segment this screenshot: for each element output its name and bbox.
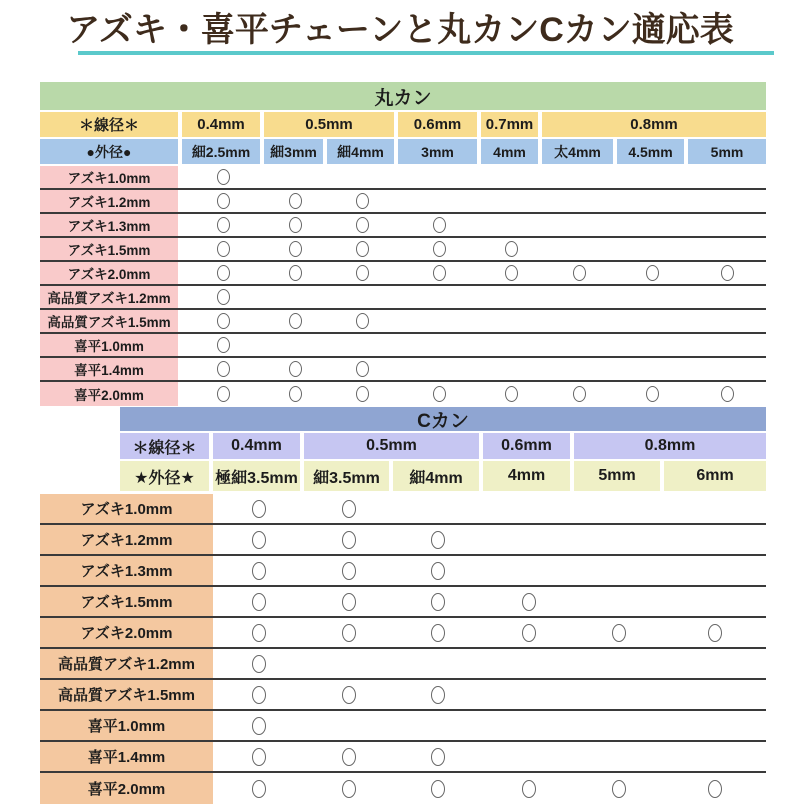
compatibility-circle-mark <box>342 593 356 611</box>
compatibility-circle-mark <box>433 265 446 281</box>
maru-kan-cell-喜平1.4mm-太4mm <box>542 358 617 380</box>
c-kan-cell-高品質アズキ1.2mm-4mm <box>483 649 574 678</box>
maru-kan-cell-アズキ1.5mm-4.5mm <box>617 238 688 260</box>
compatibility-circle-mark <box>356 313 369 329</box>
page-title: アズキ・喜平チェーンと丸カンCカン適応表 <box>66 11 734 49</box>
compatibility-circle-mark <box>217 217 230 233</box>
maru-kan-cell-アズキ1.3mm-太4mm <box>542 214 617 236</box>
title-underline <box>78 51 774 55</box>
maru-kan-cell-高品質アズキ1.2mm-細3mm <box>264 286 327 308</box>
c-kan-cell-アズキ1.2mm-6mm <box>664 525 766 554</box>
compatibility-circle-mark <box>342 686 356 704</box>
maru-kan-row-喜平1.0mm <box>40 334 766 358</box>
c-kan-cell-喜平1.0mm-極細3.5mm <box>213 711 304 740</box>
maru-kan-cell-喜平2.0mm-5mm <box>688 382 766 406</box>
maru-kan-cell-高品質アズキ1.5mm-細4mm <box>327 310 398 332</box>
maru-kan-cell-喜平1.4mm-細4mm <box>327 358 398 380</box>
compatibility-circle-mark <box>342 531 356 549</box>
maru-kan-cell-アズキ1.2mm-細2.5mm <box>182 190 264 212</box>
compatibility-circle-mark <box>252 500 266 518</box>
compatibility-circle-mark <box>217 313 230 329</box>
maru-kan-cell-喜平2.0mm-細2.5mm <box>182 382 264 406</box>
maru-kan-row-label: 高品質アズキ1.2mm <box>40 286 182 308</box>
c-kan-cell-アズキ1.3mm-5mm <box>574 556 664 585</box>
maru-kan-row-label: アズキ1.0mm <box>40 166 182 188</box>
compatibility-circle-mark <box>356 265 369 281</box>
c-kan-row-label: 喜平1.0mm <box>40 711 213 740</box>
compatibility-circle-mark <box>708 780 722 798</box>
compatibility-circle-mark <box>433 217 446 233</box>
compatibility-circle-mark <box>708 624 722 642</box>
maru-kan-cell-喜平2.0mm-細4mm <box>327 382 398 406</box>
maru-kan-row-喜平1.4mm <box>40 358 766 382</box>
c-kan-row-label: 高品質アズキ1.5mm <box>40 680 213 709</box>
page-title-wrap <box>0 10 800 55</box>
maru-kan-table-body <box>40 166 766 406</box>
compatibility-circle-mark <box>356 217 369 233</box>
compatibility-circle-mark <box>646 386 659 402</box>
c-kan-row-アズキ1.2mm <box>40 525 766 556</box>
maru-kan-cell-高品質アズキ1.5mm-太4mm <box>542 310 617 332</box>
compatibility-circle-mark <box>431 593 445 611</box>
maru-kan-outer-col-4.5mm: 4.5mm <box>617 139 688 164</box>
c-kan-row-喜平1.0mm <box>40 711 766 742</box>
compatibility-circle-mark <box>573 265 586 281</box>
compatibility-circle-mark <box>342 748 356 766</box>
compatibility-circle-mark <box>217 361 230 377</box>
maru-kan-outer-diameter-label: ●外径● <box>40 139 182 164</box>
c-kan-cell-高品質アズキ1.5mm-6mm <box>664 680 766 709</box>
maru-kan-cell-アズキ2.0mm-4mm <box>481 262 542 284</box>
maru-kan-cell-アズキ1.0mm-3mm <box>398 166 481 188</box>
compatibility-circle-mark <box>612 780 626 798</box>
c-kan-table-body <box>40 494 766 804</box>
compatibility-circle-mark <box>522 780 536 798</box>
maru-kan-cell-アズキ2.0mm-細4mm <box>327 262 398 284</box>
c-kan-cell-高品質アズキ1.2mm-6mm <box>664 649 766 678</box>
compatibility-circle-mark <box>289 386 302 402</box>
compatibility-circle-mark <box>289 193 302 209</box>
c-kan-outer-col-5mm: 5mm <box>574 461 664 491</box>
c-kan-cell-アズキ1.2mm-極細3.5mm <box>213 525 304 554</box>
c-kan-cell-アズキ1.2mm-細4mm <box>393 525 483 554</box>
maru-kan-cell-喜平1.0mm-4mm <box>481 334 542 356</box>
c-kan-cell-喜平2.0mm-6mm <box>664 773 766 804</box>
compatibility-circle-mark <box>646 265 659 281</box>
c-kan-cell-アズキ1.5mm-6mm <box>664 587 766 616</box>
maru-kan-cell-アズキ1.5mm-5mm <box>688 238 766 260</box>
maru-kan-row-label: アズキ2.0mm <box>40 262 182 284</box>
compatibility-circle-mark <box>342 562 356 580</box>
maru-kan-row-label: 喜平1.0mm <box>40 334 182 356</box>
compatibility-circle-mark <box>252 780 266 798</box>
c-kan-cell-アズキ1.2mm-4mm <box>483 525 574 554</box>
compatibility-circle-mark <box>522 624 536 642</box>
maru-kan-wire-diameter-row <box>40 112 766 137</box>
compatibility-circle-mark <box>356 361 369 377</box>
compatibility-circle-mark <box>342 780 356 798</box>
c-kan-row-label: アズキ1.2mm <box>40 525 213 554</box>
compatibility-circle-mark <box>252 655 266 673</box>
maru-kan-cell-アズキ1.0mm-細2.5mm <box>182 166 264 188</box>
c-kan-outer-diameter-row <box>120 461 766 491</box>
c-kan-row-label: アズキ2.0mm <box>40 618 213 647</box>
maru-kan-cell-アズキ1.5mm-4mm <box>481 238 542 260</box>
c-kan-outer-col-極細3.5mm: 極細3.5mm <box>213 461 304 491</box>
c-kan-cell-アズキ1.3mm-6mm <box>664 556 766 585</box>
maru-kan-outer-col-3mm: 3mm <box>398 139 481 164</box>
maru-kan-cell-アズキ2.0mm-4.5mm <box>617 262 688 284</box>
maru-kan-cell-喜平2.0mm-細3mm <box>264 382 327 406</box>
c-kan-row-高品質アズキ1.5mm <box>40 680 766 711</box>
c-kan-cell-アズキ1.3mm-細3.5mm <box>304 556 393 585</box>
maru-kan-row-高品質アズキ1.5mm <box>40 310 766 334</box>
maru-kan-cell-アズキ1.5mm-細3mm <box>264 238 327 260</box>
compatibility-circle-mark <box>289 217 302 233</box>
c-kan-cell-アズキ1.0mm-細3.5mm <box>304 494 393 523</box>
maru-kan-cell-アズキ1.2mm-4.5mm <box>617 190 688 212</box>
compatibility-circle-mark <box>505 241 518 257</box>
maru-kan-row-アズキ1.3mm <box>40 214 766 238</box>
maru-kan-cell-アズキ1.0mm-細3mm <box>264 166 327 188</box>
compatibility-circle-mark <box>522 593 536 611</box>
maru-kan-cell-アズキ1.3mm-細2.5mm <box>182 214 264 236</box>
compatibility-circle-mark <box>356 241 369 257</box>
maru-kan-row-アズキ1.0mm <box>40 166 766 190</box>
c-kan-cell-高品質アズキ1.2mm-細4mm <box>393 649 483 678</box>
maru-kan-outer-col-細4mm: 細4mm <box>327 139 398 164</box>
maru-kan-cell-高品質アズキ1.5mm-細2.5mm <box>182 310 264 332</box>
c-kan-cell-高品質アズキ1.5mm-極細3.5mm <box>213 680 304 709</box>
c-kan-cell-喜平1.0mm-4mm <box>483 711 574 740</box>
maru-kan-cell-喜平1.0mm-細3mm <box>264 334 327 356</box>
maru-kan-wire-group-0.4mm: 0.4mm <box>182 112 264 137</box>
compatibility-circle-mark <box>252 686 266 704</box>
maru-kan-row-高品質アズキ1.2mm <box>40 286 766 310</box>
maru-kan-cell-アズキ1.2mm-4mm <box>481 190 542 212</box>
c-kan-cell-喜平2.0mm-4mm <box>483 773 574 804</box>
compatibility-circle-mark <box>252 748 266 766</box>
maru-kan-wire-group-0.5mm: 0.5mm <box>264 112 398 137</box>
compatibility-circle-mark <box>217 193 230 209</box>
c-kan-wire-group-0.8mm: 0.8mm <box>574 433 766 459</box>
maru-kan-row-アズキ1.5mm <box>40 238 766 262</box>
maru-kan-row-アズキ2.0mm <box>40 262 766 286</box>
c-kan-cell-アズキ1.5mm-4mm <box>483 587 574 616</box>
c-kan-row-高品質アズキ1.2mm <box>40 649 766 680</box>
maru-kan-outer-col-細3mm: 細3mm <box>264 139 327 164</box>
c-kan-table-header: Cカン <box>120 407 766 431</box>
maru-kan-cell-高品質アズキ1.2mm-細2.5mm <box>182 286 264 308</box>
maru-kan-cell-アズキ1.0mm-5mm <box>688 166 766 188</box>
c-kan-row-喜平2.0mm <box>40 773 766 804</box>
c-kan-cell-アズキ1.2mm-5mm <box>574 525 664 554</box>
c-kan-cell-アズキ1.5mm-細3.5mm <box>304 587 393 616</box>
c-kan-table <box>40 407 766 804</box>
c-kan-cell-アズキ1.0mm-4mm <box>483 494 574 523</box>
maru-kan-cell-アズキ1.5mm-太4mm <box>542 238 617 260</box>
maru-kan-cell-喜平1.0mm-5mm <box>688 334 766 356</box>
maru-kan-cell-喜平1.4mm-細2.5mm <box>182 358 264 380</box>
compatibility-circle-mark <box>252 624 266 642</box>
c-kan-cell-喜平1.0mm-細3.5mm <box>304 711 393 740</box>
maru-kan-outer-col-5mm: 5mm <box>688 139 766 164</box>
c-kan-cell-アズキ2.0mm-細3.5mm <box>304 618 393 647</box>
maru-kan-cell-高品質アズキ1.5mm-5mm <box>688 310 766 332</box>
maru-kan-cell-高品質アズキ1.2mm-4mm <box>481 286 542 308</box>
maru-kan-outer-col-太4mm: 太4mm <box>542 139 617 164</box>
maru-kan-cell-アズキ2.0mm-太4mm <box>542 262 617 284</box>
maru-kan-cell-喜平1.4mm-細3mm <box>264 358 327 380</box>
maru-kan-cell-アズキ2.0mm-細3mm <box>264 262 327 284</box>
maru-kan-cell-アズキ1.3mm-4.5mm <box>617 214 688 236</box>
c-kan-cell-アズキ1.0mm-5mm <box>574 494 664 523</box>
compatibility-circle-mark <box>217 241 230 257</box>
c-kan-row-label: アズキ1.5mm <box>40 587 213 616</box>
c-kan-cell-アズキ1.0mm-6mm <box>664 494 766 523</box>
c-kan-cell-アズキ1.3mm-極細3.5mm <box>213 556 304 585</box>
c-kan-cell-喜平1.0mm-細4mm <box>393 711 483 740</box>
c-kan-cell-喜平2.0mm-5mm <box>574 773 664 804</box>
maru-kan-cell-アズキ1.5mm-細4mm <box>327 238 398 260</box>
maru-kan-cell-アズキ1.0mm-4.5mm <box>617 166 688 188</box>
compatibility-circle-mark <box>431 780 445 798</box>
c-kan-cell-喜平2.0mm-細4mm <box>393 773 483 804</box>
maru-kan-row-label: 喜平2.0mm <box>40 382 182 406</box>
c-kan-cell-アズキ2.0mm-6mm <box>664 618 766 647</box>
maru-kan-cell-アズキ1.2mm-5mm <box>688 190 766 212</box>
compatibility-circle-mark <box>431 624 445 642</box>
maru-kan-wire-diameter-label: ＊線径＊ <box>40 112 182 137</box>
c-kan-row-label: アズキ1.3mm <box>40 556 213 585</box>
maru-kan-cell-アズキ1.0mm-太4mm <box>542 166 617 188</box>
c-kan-row-label: 喜平2.0mm <box>40 773 213 804</box>
compatibility-circle-mark <box>252 562 266 580</box>
compatibility-circle-mark <box>431 686 445 704</box>
compatibility-circle-mark <box>217 265 230 281</box>
c-kan-cell-アズキ1.3mm-細4mm <box>393 556 483 585</box>
maru-kan-row-label: アズキ1.5mm <box>40 238 182 260</box>
maru-kan-row-label: 喜平1.4mm <box>40 358 182 380</box>
maru-kan-row-アズキ1.2mm <box>40 190 766 214</box>
compatibility-circle-mark <box>431 748 445 766</box>
c-kan-wire-diameter-label: ＊線径＊ <box>120 433 213 459</box>
c-kan-cell-アズキ1.0mm-極細3.5mm <box>213 494 304 523</box>
maru-kan-cell-アズキ1.2mm-太4mm <box>542 190 617 212</box>
compatibility-circle-mark <box>433 386 446 402</box>
maru-kan-cell-高品質アズキ1.5mm-3mm <box>398 310 481 332</box>
maru-kan-cell-喜平1.0mm-細2.5mm <box>182 334 264 356</box>
c-kan-cell-高品質アズキ1.2mm-極細3.5mm <box>213 649 304 678</box>
compatibility-circle-mark <box>217 386 230 402</box>
maru-kan-cell-高品質アズキ1.5mm-4.5mm <box>617 310 688 332</box>
maru-kan-cell-アズキ1.3mm-5mm <box>688 214 766 236</box>
c-kan-wire-group-0.6mm: 0.6mm <box>483 433 574 459</box>
c-kan-cell-高品質アズキ1.2mm-細3.5mm <box>304 649 393 678</box>
maru-kan-cell-アズキ1.5mm-細2.5mm <box>182 238 264 260</box>
c-kan-cell-アズキ1.0mm-細4mm <box>393 494 483 523</box>
maru-kan-cell-アズキ2.0mm-細2.5mm <box>182 262 264 284</box>
c-kan-outer-col-6mm: 6mm <box>664 461 766 491</box>
c-kan-row-アズキ1.5mm <box>40 587 766 618</box>
maru-kan-cell-喜平2.0mm-太4mm <box>542 382 617 406</box>
maru-kan-cell-喜平2.0mm-4.5mm <box>617 382 688 406</box>
c-kan-cell-アズキ1.3mm-4mm <box>483 556 574 585</box>
c-kan-cell-高品質アズキ1.2mm-5mm <box>574 649 664 678</box>
c-kan-row-喜平1.4mm <box>40 742 766 773</box>
compatibility-circle-mark <box>217 289 230 305</box>
c-kan-row-アズキ1.3mm <box>40 556 766 587</box>
compatibility-circle-mark <box>252 531 266 549</box>
c-kan-cell-喜平1.4mm-5mm <box>574 742 664 771</box>
compatibility-circle-mark <box>431 531 445 549</box>
maru-kan-cell-喜平1.0mm-細4mm <box>327 334 398 356</box>
c-kan-cell-高品質アズキ1.5mm-細3.5mm <box>304 680 393 709</box>
compatibility-circle-mark <box>252 593 266 611</box>
maru-kan-outer-col-4mm: 4mm <box>481 139 542 164</box>
c-kan-cell-アズキ1.2mm-細3.5mm <box>304 525 393 554</box>
c-kan-cell-喜平2.0mm-極細3.5mm <box>213 773 304 804</box>
c-kan-wire-group-0.4mm: 0.4mm <box>213 433 304 459</box>
maru-kan-row-label: アズキ1.3mm <box>40 214 182 236</box>
compatibility-circle-mark <box>289 361 302 377</box>
compatibility-circle-mark <box>342 500 356 518</box>
c-kan-cell-喜平2.0mm-細3.5mm <box>304 773 393 804</box>
maru-kan-cell-アズキ1.3mm-細3mm <box>264 214 327 236</box>
compatibility-circle-mark <box>573 386 586 402</box>
maru-kan-cell-アズキ1.0mm-4mm <box>481 166 542 188</box>
c-kan-cell-喜平1.4mm-細3.5mm <box>304 742 393 771</box>
compatibility-circle-mark <box>356 193 369 209</box>
c-kan-cell-アズキ2.0mm-細4mm <box>393 618 483 647</box>
maru-kan-cell-喜平1.4mm-3mm <box>398 358 481 380</box>
maru-kan-cell-アズキ1.3mm-3mm <box>398 214 481 236</box>
c-kan-row-アズキ2.0mm <box>40 618 766 649</box>
maru-kan-cell-高品質アズキ1.2mm-5mm <box>688 286 766 308</box>
c-kan-outer-col-4mm: 4mm <box>483 461 574 491</box>
compatibility-circle-mark <box>289 265 302 281</box>
c-kan-cell-喜平1.4mm-細4mm <box>393 742 483 771</box>
compatibility-circle-mark <box>217 169 230 185</box>
maru-kan-cell-喜平1.4mm-4mm <box>481 358 542 380</box>
maru-kan-cell-アズキ1.2mm-3mm <box>398 190 481 212</box>
c-kan-cell-アズキ1.5mm-細4mm <box>393 587 483 616</box>
c-kan-cell-高品質アズキ1.5mm-細4mm <box>393 680 483 709</box>
c-kan-cell-喜平1.0mm-5mm <box>574 711 664 740</box>
compatibility-circle-mark <box>342 624 356 642</box>
maru-kan-cell-高品質アズキ1.2mm-3mm <box>398 286 481 308</box>
c-kan-cell-高品質アズキ1.5mm-4mm <box>483 680 574 709</box>
maru-kan-cell-高品質アズキ1.5mm-細3mm <box>264 310 327 332</box>
maru-kan-row-喜平2.0mm <box>40 382 766 406</box>
c-kan-outer-col-細4mm: 細4mm <box>393 461 483 491</box>
c-kan-cell-喜平1.4mm-4mm <box>483 742 574 771</box>
c-kan-cell-喜平1.4mm-極細3.5mm <box>213 742 304 771</box>
c-kan-cell-アズキ2.0mm-極細3.5mm <box>213 618 304 647</box>
c-kan-outer-diameter-label: ★外径★ <box>120 461 213 491</box>
maru-kan-cell-喜平2.0mm-4mm <box>481 382 542 406</box>
c-kan-outer-col-細3.5mm: 細3.5mm <box>304 461 393 491</box>
compatibility-circle-mark <box>721 386 734 402</box>
maru-kan-outer-diameter-row <box>40 139 766 164</box>
compatibility-circle-mark <box>289 313 302 329</box>
maru-kan-cell-高品質アズキ1.2mm-細4mm <box>327 286 398 308</box>
c-kan-wire-group-0.5mm: 0.5mm <box>304 433 483 459</box>
c-kan-wire-diameter-row <box>120 433 766 459</box>
maru-kan-cell-喜平1.4mm-5mm <box>688 358 766 380</box>
maru-kan-cell-アズキ2.0mm-3mm <box>398 262 481 284</box>
maru-kan-cell-高品質アズキ1.2mm-4.5mm <box>617 286 688 308</box>
c-kan-row-label: 喜平1.4mm <box>40 742 213 771</box>
maru-kan-outer-col-細2.5mm: 細2.5mm <box>182 139 264 164</box>
maru-kan-row-label: アズキ1.2mm <box>40 190 182 212</box>
maru-kan-cell-アズキ1.0mm-細4mm <box>327 166 398 188</box>
maru-kan-cell-アズキ1.2mm-細4mm <box>327 190 398 212</box>
compatibility-circle-mark <box>356 386 369 402</box>
maru-kan-cell-喜平1.0mm-太4mm <box>542 334 617 356</box>
c-kan-row-label: 高品質アズキ1.2mm <box>40 649 213 678</box>
maru-kan-cell-アズキ1.3mm-細4mm <box>327 214 398 236</box>
c-kan-cell-アズキ2.0mm-4mm <box>483 618 574 647</box>
maru-kan-cell-高品質アズキ1.5mm-4mm <box>481 310 542 332</box>
compatibility-circle-mark <box>252 717 266 735</box>
compatibility-circle-mark <box>612 624 626 642</box>
compatibility-circle-mark <box>505 265 518 281</box>
maru-kan-wire-group-0.8mm: 0.8mm <box>542 112 766 137</box>
maru-kan-cell-高品質アズキ1.2mm-太4mm <box>542 286 617 308</box>
maru-kan-cell-アズキ1.2mm-細3mm <box>264 190 327 212</box>
compatibility-circle-mark <box>433 241 446 257</box>
maru-kan-cell-喜平1.4mm-4.5mm <box>617 358 688 380</box>
compatibility-circle-mark <box>289 241 302 257</box>
c-kan-cell-高品質アズキ1.5mm-5mm <box>574 680 664 709</box>
maru-kan-table-header: 丸カン <box>40 82 766 110</box>
c-kan-cell-喜平1.4mm-6mm <box>664 742 766 771</box>
maru-kan-table <box>40 82 766 406</box>
maru-kan-cell-喜平1.0mm-4.5mm <box>617 334 688 356</box>
maru-kan-row-label: 高品質アズキ1.5mm <box>40 310 182 332</box>
compatibility-circle-mark <box>721 265 734 281</box>
maru-kan-wire-group-0.7mm: 0.7mm <box>481 112 542 137</box>
maru-kan-cell-喜平2.0mm-3mm <box>398 382 481 406</box>
maru-kan-cell-アズキ1.3mm-4mm <box>481 214 542 236</box>
maru-kan-cell-喜平1.0mm-3mm <box>398 334 481 356</box>
c-kan-cell-アズキ1.5mm-極細3.5mm <box>213 587 304 616</box>
maru-kan-cell-アズキ1.5mm-3mm <box>398 238 481 260</box>
compatibility-circle-mark <box>217 337 230 353</box>
maru-kan-wire-group-0.6mm: 0.6mm <box>398 112 481 137</box>
maru-kan-cell-アズキ2.0mm-5mm <box>688 262 766 284</box>
c-kan-row-アズキ1.0mm <box>40 494 766 525</box>
c-kan-cell-アズキ2.0mm-5mm <box>574 618 664 647</box>
c-kan-cell-喜平1.0mm-6mm <box>664 711 766 740</box>
c-kan-cell-アズキ1.5mm-5mm <box>574 587 664 616</box>
c-kan-row-label: アズキ1.0mm <box>40 494 213 523</box>
compatibility-circle-mark <box>431 562 445 580</box>
compatibility-circle-mark <box>505 386 518 402</box>
